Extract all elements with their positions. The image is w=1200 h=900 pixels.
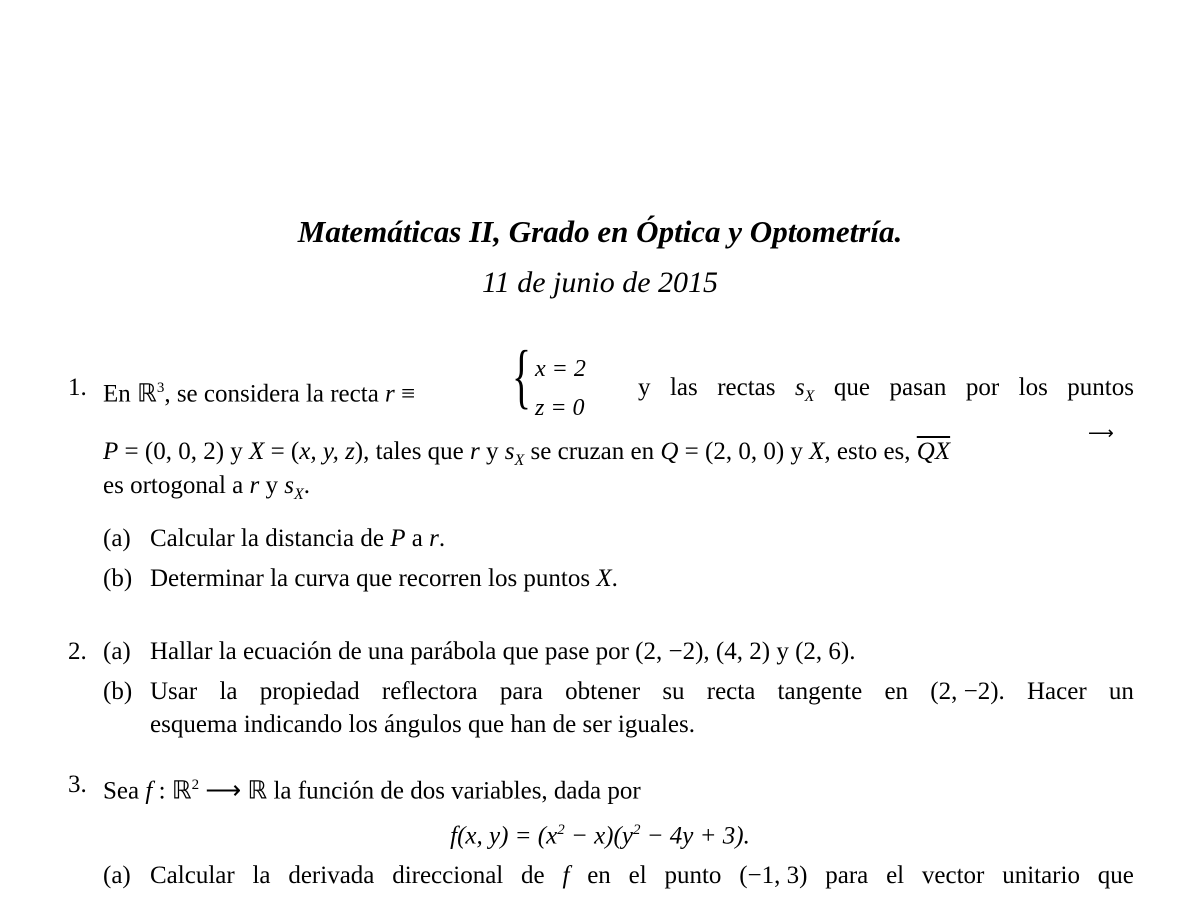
problem-1-line-3: es ortogonal a r y $s_X$. — [103, 472, 310, 503]
problem-3-intro: Sea f : ℝ$^2$ ⟶ ℝ la función de dos variables, dada por — [103, 777, 641, 805]
problem-2a-label: (a) — [103, 638, 131, 665]
problem-2b-text-2: esquema indicando los ángulos que han de ser iguales. — [150, 711, 695, 738]
problem-1a-text: Calcular la distancia de P a r. — [150, 525, 446, 552]
system-brace: { — [512, 336, 532, 416]
problem-1-intro-rest: y las rectas $s_X$ que pasan por los puntos — [638, 374, 1134, 405]
problem-1a-label: (a) — [103, 525, 131, 552]
problem-2-number: 2. — [68, 638, 87, 665]
problem-1-intro: En ℝ$^3$, se considera la recta r ≡ — [103, 380, 416, 408]
problem-1-line-2: P = (0, 0, 2) y X = (x, y, z), tales que r y $s_X$ se cruzan en Q = (2, 0, 0) y X, esto es, $\overline{QX}$ — [103, 438, 951, 469]
problem-3a-label: (a) — [103, 862, 131, 889]
problem-1-number: 1. — [68, 374, 87, 401]
problem-2b-text: Usar la propiedad reflectora para obtener su recta tangente en (2, −2). Hacer un — [150, 678, 1134, 705]
exam-date: 11 de junio de 2015 — [481, 266, 719, 299]
problem-3-number: 3. — [68, 771, 87, 798]
problem-3a-text: Calcular la derivada direccional de f en el punto (−1, 3) para el vector unitario que — [150, 862, 1134, 889]
problem-1b-label: (b) — [103, 565, 133, 592]
problem-1b-text: Determinar la curva que recorren los puntos X. — [150, 565, 618, 592]
system-eq-2: z = 0 — [535, 395, 585, 421]
problem-2a-text: Hallar la ecuación de una parábola que pase por (2, −2), (4, 2) y (2, 6). — [150, 638, 856, 665]
problem-3-equation: f(x, $y) = (x^2 - x)(y^2 - 4y + 3)$. — [450, 822, 750, 850]
problem-2b-label: (b) — [103, 678, 133, 705]
system-eq-1: x = 2 — [535, 356, 586, 382]
exam-title: Matemáticas II, Grado en Óptica y Optometría. — [297, 214, 903, 249]
vector-arrow-icon: ⟶ — [1088, 423, 1114, 444]
